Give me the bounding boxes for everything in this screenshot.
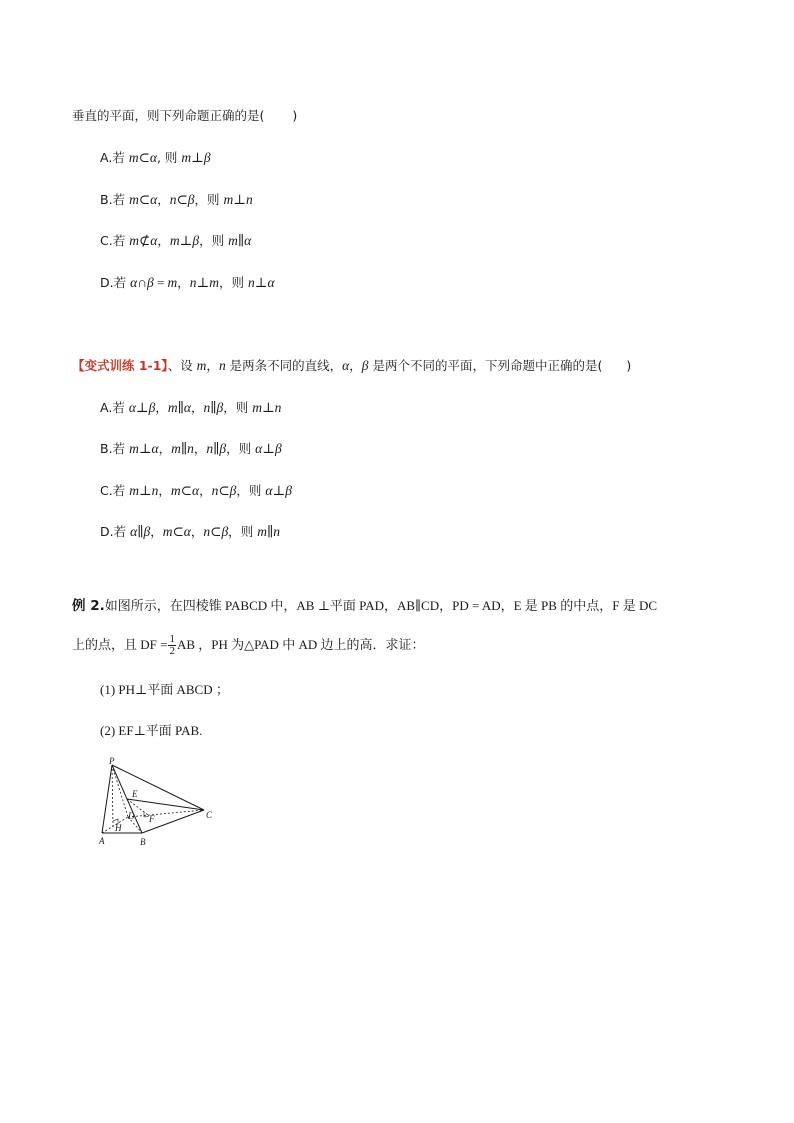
example-label: 例 2. xyxy=(72,598,105,614)
edge-pa xyxy=(102,765,112,833)
example-2-part-1: (1) PH⊥平面 ABCD ； xyxy=(100,682,229,697)
option-ruo: 若 xyxy=(112,192,126,207)
option-ze: 则 xyxy=(164,150,178,165)
height-ph xyxy=(112,765,113,826)
variant-option-c: C.若 m⊥n，m⊂α，n⊂β，则 α⊥β xyxy=(100,483,292,498)
option-d: D.若 α∩β = m，n⊥m，则 n⊥α xyxy=(100,275,275,290)
math-beta: β xyxy=(203,150,211,165)
stem-text: 垂直的平面，则下列命题正确的是( xyxy=(72,108,265,123)
question-stem xyxy=(72,108,297,124)
label-h: H xyxy=(115,823,122,833)
edge-dc xyxy=(128,810,204,817)
math-m: m xyxy=(181,150,192,165)
edge-pd xyxy=(112,765,128,817)
option-tag: A. xyxy=(100,150,113,165)
label-b: B xyxy=(140,837,146,847)
label-c: C xyxy=(206,810,213,820)
math-alpha: α xyxy=(149,150,157,165)
variant-question-stem: 【变式训练 1-1】、设 m，n 是两条不同的直线，α，β 是两个不同的平面，下列命题中正确的是( ) xyxy=(72,358,632,373)
separator: , xyxy=(156,150,165,165)
variant-option-a: A.若 α⊥β，m∥α，n∥β，则 m⊥n xyxy=(100,400,282,415)
option-ruo: 若 xyxy=(112,150,125,165)
example-text: 如图所示，在四棱锥 PABCD 中，AB ⊥平面 PAD，AB∥CD，PD = AD，E 是 PB 的中点，F 是 DC xyxy=(104,598,657,613)
example-2-line-1 xyxy=(72,598,657,614)
label-p: P xyxy=(109,756,115,766)
label-e: E xyxy=(132,789,138,799)
math-m: m xyxy=(128,150,139,165)
variant-option-b: B.若 m⊥α，m∥n，n∥β，则 α⊥β xyxy=(100,441,282,456)
example-2-part-2: (2) EF⊥平面 PAB. xyxy=(100,723,203,738)
variant-label: 【变式训练 1-1】 xyxy=(72,358,168,373)
option-tag: B. xyxy=(100,192,113,207)
example-2-line-2: 上的点，且 DF = $\frac{1}{2}$ AB ，PH 为△PAD 中 AD 边上的高．求证： xyxy=(72,633,425,657)
pyramid-figure xyxy=(92,755,222,850)
option-b: B.若 m⊂α，n⊂β，则 m⊥n xyxy=(100,192,253,207)
stem-close: ) xyxy=(292,108,298,123)
label-a: A xyxy=(99,836,105,846)
fraction-half: $\frac{1}{2}$ xyxy=(169,633,175,657)
label-f: F xyxy=(149,814,155,824)
option-a xyxy=(100,150,211,166)
math-perp: ⊥ xyxy=(191,150,204,165)
variant-option-d: D.若 α∥β，m⊂α，n⊂β，则 m∥n xyxy=(100,524,280,539)
option-c: C.若 m⊄α，m⊥β，则 m∥α xyxy=(100,233,252,248)
label-d: D xyxy=(128,811,135,821)
math-subset: ⊂ xyxy=(138,150,150,165)
